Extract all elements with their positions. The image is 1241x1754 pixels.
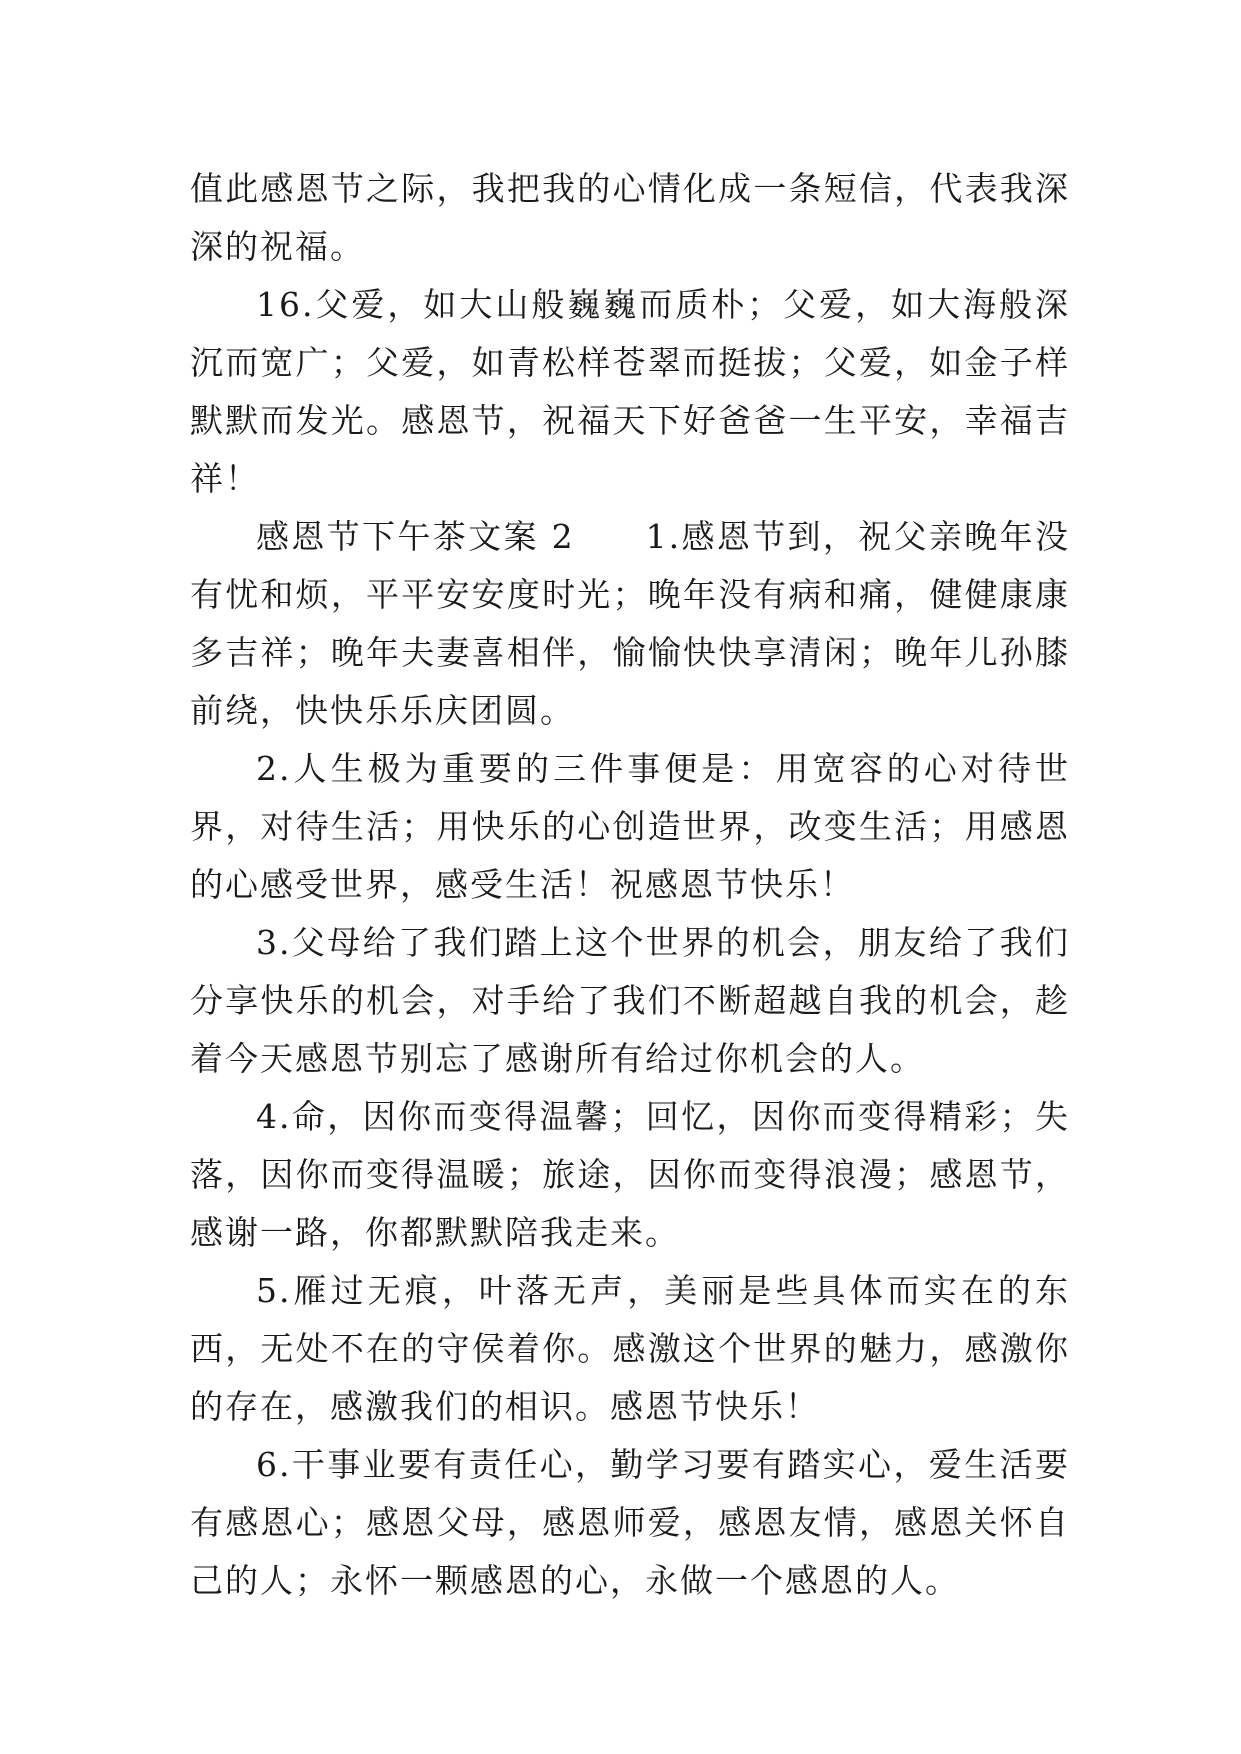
paragraph-item-5: 5.雁过无痕，叶落无声，美丽是些具体而实在的东西，无处不在的守侯着你。感激这个世界的魅力，感激你的存在，感激我们的相识。感恩节快乐！ [190, 1271, 1070, 1426]
document-body [190, 160, 1070, 1610]
paragraph-item-6: 6.干事业要有责任心，勤学习要有踏实心，爱生活要有感恩心；感恩父母，感恩师爱，感恩友情，感恩关怀自己的人；永怀一颗感恩的心，永做一个感恩的人。 [190, 1445, 1070, 1600]
paragraph-item-3: 3.父母给了我们踏上这个世界的机会，朋友给了我们分享快乐的机会，对手给了我们不断超越自我的机会，趁着今天感恩节别忘了感谢所有给过你机会的人。 [190, 923, 1070, 1078]
paragraph-continued: 值此感恩节之际，我把我的心情化成一条短信，代表我深深的祝福。 [190, 169, 1070, 266]
paragraph-item-2: 2.人生极为重要的三件事便是：用宽容的心对待世界，对待生活；用快乐的心创造世界，改变生活；用感恩的心感受世界，感受生活！祝感恩节快乐！ [190, 749, 1070, 904]
paragraph-section-heading-item-1: 感恩节下午茶文案 2 1.感恩节到，祝父亲晚年没有忧和烦，平平安安度时光；晚年没有病和痛，健健康康多吉祥；晚年夫妻喜相伴，愉愉快快享清闲；晚年儿孙膝前绕，快快乐乐庆团圆。 [190, 517, 1070, 730]
paragraph-item-16: 16.父爱，如大山般巍巍而质朴；父爱，如大海般深沉而宽广；父爱，如青松样苍翠而挺拔；父爱，如金子样默默而发光。感恩节，祝福天下好爸爸一生平安，幸福吉祥！ [190, 285, 1070, 498]
paragraph-item-4: 4.命，因你而变得温馨；回忆，因你而变得精彩；失落，因你而变得温暖；旅途，因你而变得浪漫；感恩节，感谢一路，你都默默陪我走来。 [190, 1097, 1070, 1252]
